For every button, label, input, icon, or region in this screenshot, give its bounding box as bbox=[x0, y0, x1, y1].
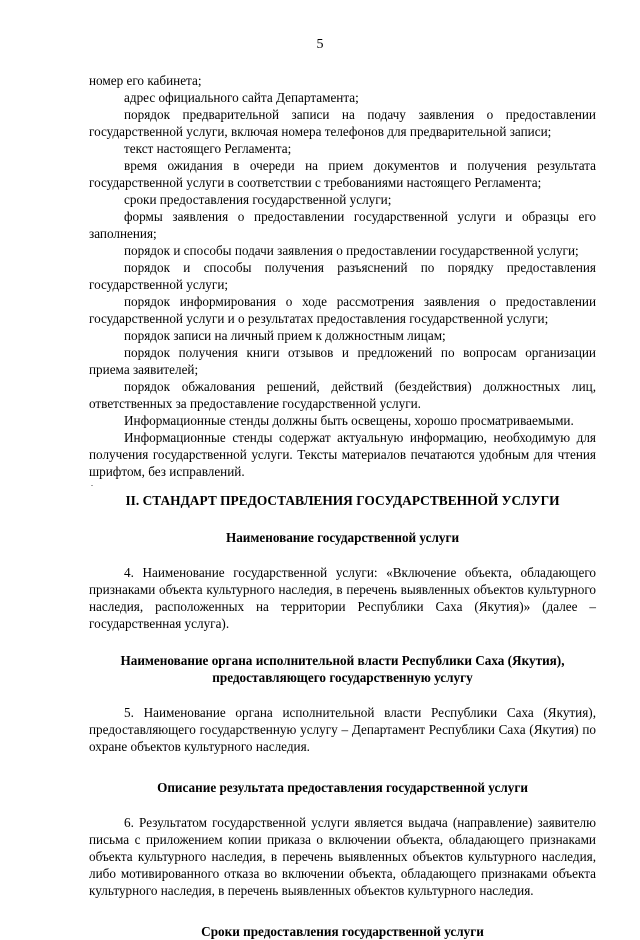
paragraph: 5. Наименование органа исполнительной власти Республики Саха (Якутия), предоставляющего государственную услугу – Департамент Республики Саха (Якутия) по охране объектов культурного наследия. bbox=[89, 705, 596, 754]
subsection-heading: Наименование государственной услуги bbox=[225, 530, 460, 545]
paragraph: 4. Наименование государственной услуги: «Включение объекта, обладающего признаками объекта культурного наследия, в перечень выявленных объектов культурного наследия, расположенных на территории Республики Саха (Якутия)» (далее – государственная услуга). bbox=[89, 565, 596, 631]
document-body bbox=[89, 72, 596, 940]
stray-mark: . bbox=[91, 479, 93, 488]
paragraph: порядок получения книги отзывов и предложений по вопросам организации приема заявителей; bbox=[89, 345, 596, 377]
section-title: II. СТАНДАРТ ПРЕДОСТАВЛЕНИЯ ГОСУДАРСТВЕННОЙ УСЛУГИ bbox=[125, 493, 560, 508]
page-number: 5 bbox=[316, 37, 324, 52]
subsection-heading: Описание результата предоставления государственной услуги bbox=[157, 780, 528, 795]
paragraph: порядок и способы получения разъяснений по порядку предоставления государственной услуги; bbox=[89, 260, 596, 292]
paragraph: номер его кабинета; bbox=[89, 73, 202, 88]
paragraph: текст настоящего Регламента; bbox=[124, 141, 292, 156]
paragraph: порядок и способы подачи заявления о предоставлении государственной услуги; bbox=[124, 243, 579, 258]
paragraph: Информационные стенды содержат актуальную информацию, необходимую для получения государственной услуги. Тексты материалов печатаются удобным для чтения шрифтом, без исправлений. bbox=[89, 430, 596, 479]
paragraph: порядок обжалования решений, действий (бездействия) должностных лиц, ответственных за предоставление государственной услуги. bbox=[89, 379, 596, 411]
subsection-heading: Наименование органа исполнительной власти Республики Саха (Якутия), bbox=[120, 653, 565, 668]
paragraph: Информационные стенды должны быть освещены, хорошо просматриваемыми. bbox=[124, 413, 574, 428]
paragraph: адрес официального сайта Департамента; bbox=[124, 90, 359, 105]
paragraph: время ожидания в очереди на прием документов и получения результата государственной услуги в соответствии с требованиями настоящего Регламента; bbox=[89, 158, 596, 190]
subsection-heading: Сроки предоставления государственной услуги bbox=[201, 924, 484, 939]
paragraph: сроки предоставления государственной услуги; bbox=[124, 192, 392, 207]
paragraph: формы заявления о предоставлении государственной услуги и образцы его заполнения; bbox=[89, 209, 596, 241]
paragraph: порядок записи на личный прием к должностным лицам; bbox=[124, 328, 446, 343]
paragraph: порядок предварительной записи на подачу заявления о предоставлении государственной услуги, включая номера телефонов для предварительной записи; bbox=[89, 107, 596, 139]
subsection-heading: предоставляющего государственную услугу bbox=[212, 670, 473, 685]
paragraph: 6. Результатом государственной услуги является выдача (направление) заявителю письма с приложением копии приказа о включении объекта, обладающего признаками объекта культурного наследия, в перечень выявленных объектов культурного наследия, либо мотивированного отказа во включении объекта, обладающего признаками объекта культурного наследия, в перечень выявленных объектов культурного наследия. bbox=[89, 815, 596, 898]
paragraph: порядок информирования о ходе рассмотрения заявления о предоставлении государственной услуги и о результатах предоставления государственной услуги; bbox=[89, 294, 596, 326]
